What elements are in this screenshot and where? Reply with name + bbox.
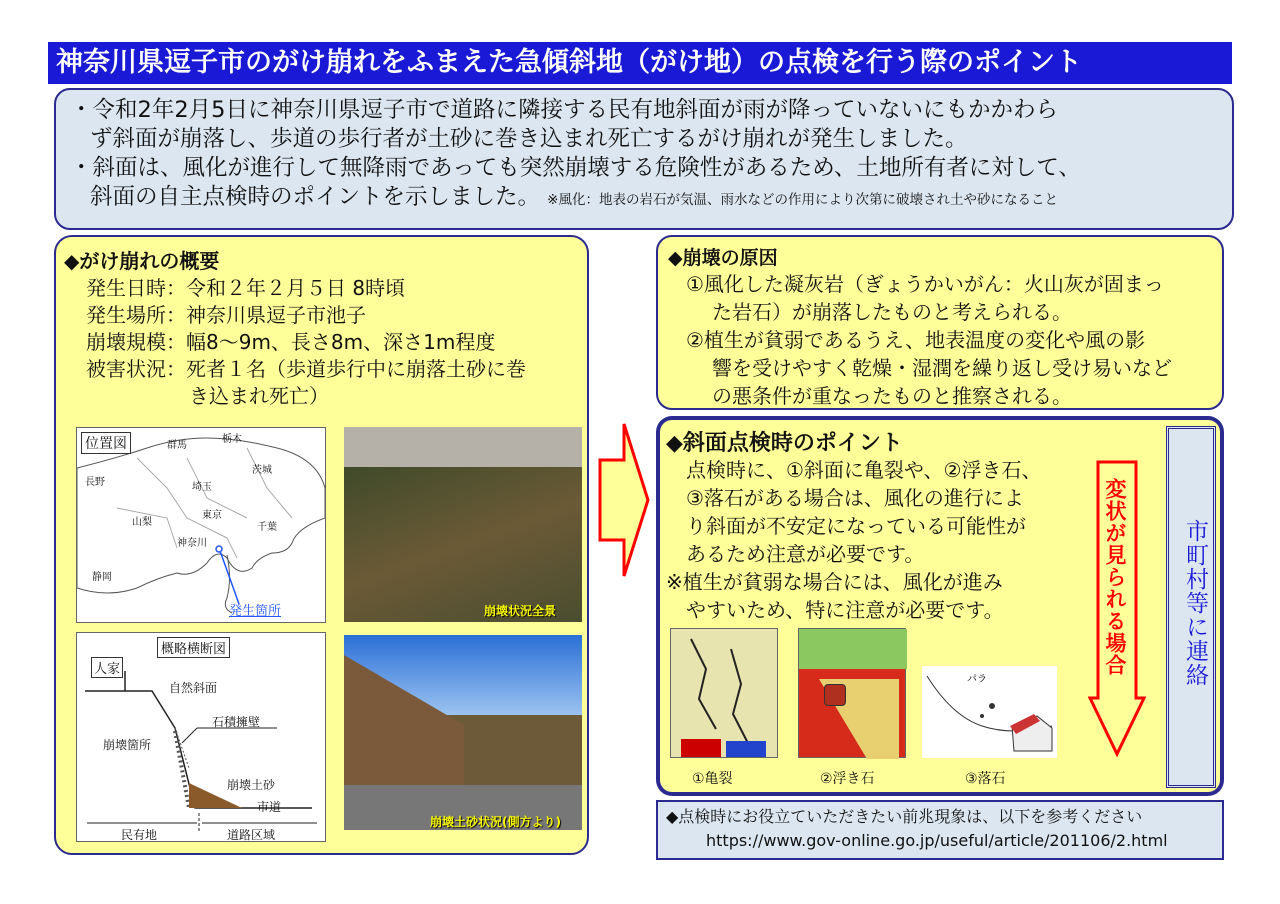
rockfall-caption: ③落石 (965, 771, 1006, 787)
house-label: 人家 (91, 657, 123, 678)
rockfall-drawing (922, 666, 1057, 758)
photo-side (344, 635, 582, 830)
loose-rock-caption: ②浮き石 (820, 771, 875, 787)
reference-link[interactable]: https://www.gov-online.go.jp/useful/article/201106/2.html (706, 831, 1168, 850)
photo-overall (344, 427, 582, 622)
cause-2: ②植生が貧弱であるうえ、地表温度の変化や風の影 (686, 328, 1146, 352)
location-map (76, 427, 326, 623)
crack-caption: ①亀裂 (692, 771, 733, 787)
reference-box (656, 800, 1224, 860)
crack-illustration (670, 628, 778, 758)
points-line-4: あるため注意が必要です。 (686, 542, 925, 566)
cause-panel (656, 235, 1224, 410)
inspection-points-inner (660, 420, 1220, 792)
overview-damage: 被害状況：死者１名（歩道歩行中に崩落土砂に巻 (86, 357, 526, 381)
rockfall-sound: パラ (967, 674, 987, 685)
photo-slope (344, 467, 582, 622)
road-label: 市道 (257, 800, 282, 814)
overview-place: 発生場所：神奈川県逗子市池子 (86, 303, 366, 327)
map-label-chiba: 千葉 (257, 522, 277, 533)
cause-2-cont2: の悪条件が重なったものと推察される。 (712, 384, 1072, 408)
intro-line-2: ず斜面が崩落し、歩道の歩行者が土砂に巻き込まれ死亡するがけ崩れが発生しました。 (90, 126, 968, 152)
cross-section-diagram (76, 632, 326, 842)
arrow-right-icon (596, 420, 652, 580)
cause-1-cont: た岩石）が崩落したものと考えられる。 (712, 300, 1072, 324)
cross-section-title: 概略横断図 (157, 637, 230, 658)
road-area-label: 道路区域 (227, 828, 276, 842)
intro-box (54, 88, 1234, 230)
cause-heading: ◆崩壊の原因 (668, 247, 778, 269)
map-label-kanagawa: 神奈川 (177, 538, 207, 549)
cause-2-cont: 響を受けやすく乾燥・湿潤を繰り返し受け易いなど (712, 356, 1172, 380)
crack-drawing (671, 629, 777, 757)
contact-label: 市町村等に連絡 (1182, 519, 1208, 687)
map-label-tochigi: 栃木 (222, 434, 242, 445)
map-label-saitama: 埼玉 (192, 482, 212, 493)
points-line-5: ※植生が貧弱な場合には、風化が進み (666, 570, 1003, 594)
points-text (666, 456, 1042, 624)
intro-line-3: ・斜面は、風化が進行して無降雨であっても突然崩壊する危険性があるため、土地所有者に対して、 (70, 155, 1081, 181)
map-label-gunma: 群馬 (167, 440, 187, 451)
points-heading: ◆斜面点検時のポイント (666, 431, 903, 456)
map-label-ibaraki: 茨城 (252, 465, 272, 476)
loose-rock-icon (824, 684, 846, 706)
loose-rock-illustration (798, 628, 906, 758)
intro-line-4-text: 斜面の自主点検時のポイントを示しました。 (90, 184, 541, 210)
overview-panel (54, 235, 589, 855)
points-line-1: 点検時に、①斜面に亀裂や、②浮き石、 (686, 458, 1042, 482)
natural-slope-label: 自然斜面 (169, 681, 218, 695)
loose-rock-grass (799, 629, 907, 669)
overview-damage-cont: き込まれ死亡） (189, 384, 329, 408)
debris-label: 崩壊土砂 (227, 778, 276, 792)
intro-line-4 (70, 183, 1222, 215)
map-label-yamanashi: 山梨 (132, 517, 152, 528)
map-label-nagano: 長野 (85, 477, 105, 488)
page-title: 神奈川県逗子市のがけ崩れをふまえた急傾斜地（がけ地）の点検を行う際のポイント (48, 42, 1232, 84)
intro-line-1: ・令和2年2月5日に神奈川県逗子市で道路に隣接する民有地斜面が雨が降っていないにもかかわら (70, 97, 1058, 123)
overview-heading: ◆がけ崩れの概要 (64, 249, 220, 273)
rockfall-illustration (922, 666, 1057, 758)
map-label-shizuoka: 静岡 (92, 572, 112, 583)
points-line-2: ③落石がある場合は、風化の進行によ (686, 486, 1024, 510)
retaining-wall-label: 石積擁壁 (212, 715, 261, 729)
condition-arrow-label: 変状が見られる場合 (1103, 478, 1127, 676)
overview-scale: 崩壊規模：幅8～9m、長さ8m、深さ1m程度 (86, 330, 496, 354)
private-land-label: 民有地 (121, 828, 158, 842)
reference-text: ◆点検時にお役立ていただきたい前兆現象は、以下を参考ください (666, 807, 1143, 826)
overview-details (86, 275, 526, 410)
cause-1: ①風化した凝灰岩（ぎょうかいがん：火山灰が固まっ (686, 272, 1164, 296)
contact-box (1166, 426, 1216, 788)
points-line-6: やすいため、特に注意が必要です。 (686, 598, 1004, 622)
points-line-3: り斜面が不安定になっている可能性が (686, 514, 1026, 538)
photo-side-caption: 崩壊土砂状況(側方より) (430, 815, 561, 829)
inspection-points-panel (656, 416, 1224, 796)
weathering-note: ※風化：地表の岩石が気温、雨水などの作用により次第に破壊され土や砂になること (547, 192, 1058, 208)
map-label-tokyo: 東京 (202, 510, 222, 521)
map-outline (77, 428, 325, 622)
photo-building (344, 427, 582, 467)
map-title: 位置図 (81, 432, 131, 454)
collapse-site-label: 崩壊箇所 (103, 738, 152, 752)
overview-date: 発生日時：令和２年２月５日 8時頃 (86, 276, 406, 300)
map-site-label: 発生箇所 (229, 604, 282, 619)
photo-overall-caption: 崩壊状況全景 (484, 604, 557, 618)
